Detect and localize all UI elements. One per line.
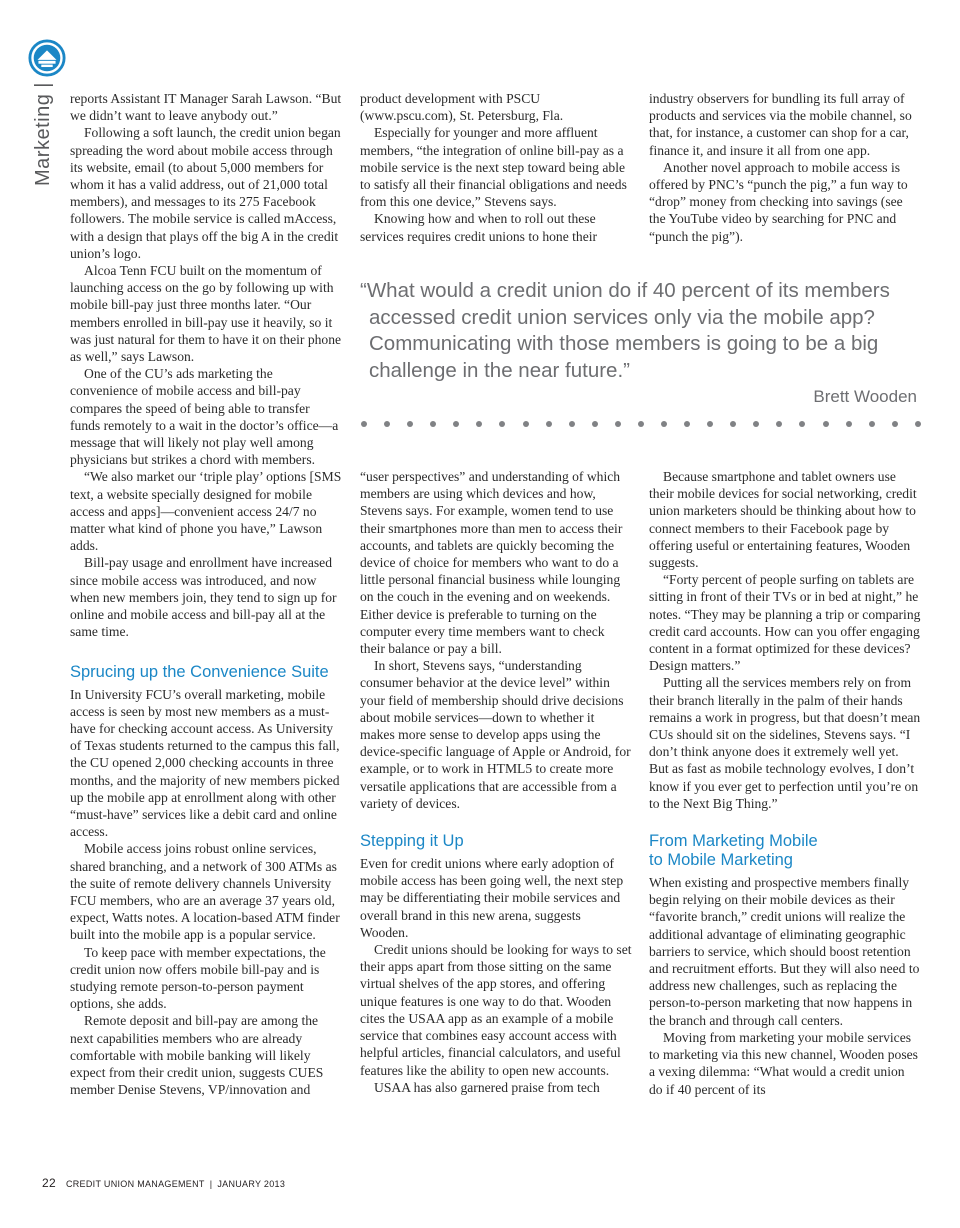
divider-dot bbox=[869, 421, 875, 427]
section-label-separator: | bbox=[32, 81, 54, 88]
divider-dot bbox=[523, 421, 529, 427]
col1-paragraph: Bill-pay usage and enrollment have increased since mobile access was introduced, and now when new members join, they tend to sign up for online and mobile access and bill-pay all at the same time. bbox=[70, 555, 337, 640]
section-heading-stepping-it-up: Stepping it Up bbox=[360, 832, 464, 851]
divider-dot bbox=[476, 421, 482, 427]
col3-paragraph: Putting all the services members rely on from their branch literally in the palm of their hands remains a work in progress, but that doesn’t mean CUs should sit on the sidelines, Stevens says. “I don’t think anyone does it extremely well yet. But as fast as mobile technology evolves, I don’t know if you ever get to perfection until you’re on to the Next Big Thing.” bbox=[649, 675, 921, 811]
col1-paragraph: In University FCU’s overall marketing, mobile access is seen by most new members as a must-have for checking account access. As University of Texas students returned to the campus this fall, the CU opened 2,000 checking accounts in three months, and the majority of new members picked up the mobile app at enrollment along with other “must-have” services like a debit card and online access. bbox=[70, 686, 340, 840]
section-heading-convenience-suite: Sprucing up the Convenience Suite bbox=[70, 662, 329, 681]
divider-dot bbox=[661, 421, 667, 427]
publication-name: CREDIT UNION MANAGEMENT bbox=[65, 1179, 205, 1189]
page-footer bbox=[42, 1176, 285, 1190]
divider-dot bbox=[615, 421, 621, 427]
col1-paragraph: One of the CU’s ads marketing the convenience of mobile access and bill-pay compares the speed of being able to transfer funds remotely to a wait in the doctor’s office—a message that will likely not play well among physicians but strikes a chord with members. bbox=[70, 366, 339, 468]
divider-dot bbox=[430, 421, 436, 427]
col3-paragraph: Another novel approach to mobile access is offered by PNC’s “punch the pig,” a fun way to “drop” money from checking into savings (see the YouTube video by searching for PNC and “punch the pig”). bbox=[649, 159, 908, 244]
footer-separator: | bbox=[209, 1179, 213, 1189]
pull-quote: “What would a credit union do if 40 percent of its members accessed credit union services only via the mobile app? Communicating with those members is going to be a big challenge in the near future.” bbox=[360, 279, 890, 382]
col3-paragraph: industry observers for bundling its full array of products and services via the mobile channel, so that, for instance, a customer can shop for a car, finance it, and insure it all from one app. bbox=[649, 91, 912, 158]
divider-dot bbox=[707, 421, 713, 427]
col2-paragraph: Knowing how and when to roll out these services requires credit unions to hone their bbox=[360, 211, 598, 244]
col3-paragraph: Because smartphone and tablet owners use their mobile devices for social networking, credit union marketers should be thinking about how to connect members to their Facebook page by offering useful or entertaining features, Wooden suggests. bbox=[649, 469, 917, 571]
pull-quote-attribution: Brett Wooden bbox=[813, 387, 917, 406]
col2-paragraph: product development with PSCU (www.pscu.com), St. Petersburg, Fla. bbox=[360, 91, 564, 124]
dotted-divider bbox=[361, 418, 921, 430]
heading-line-2: to Mobile Marketing bbox=[649, 851, 793, 870]
col2-paragraph: “user perspectives” and understanding of which members are using which devices and how, Stevens says. For example, women tend to use their smartphones more than men to access their accounts, and tablets are quickly becoming the device of choice for members who want to do a little personal financial business while lounging on the couch in the evening and on weekends. Either device is preferable to turning on the computer every time members want to check their balance or pay a bill. bbox=[360, 469, 623, 657]
col1-paragraph: Alcoa Tenn FCU built on the momentum of launching access on the go by following up with mobile bill-pay just three months later. “Our members enrolled in bill-pay use it heavily, so it was just natural for them to have it on their phone as well,” says Lawson. bbox=[70, 263, 342, 365]
divider-dot bbox=[569, 421, 575, 427]
col3-paragraph: When existing and prospective members finally begin relying on their mobile devices as their “favorite branch,” credit unions will realize the additional advantage of eliminating geographic barriers to service, which should boost retention and recruitment efforts. But they will also need to address new challenges, such as replacing the person-to-person marketing that now happens in the branch and through call centers. bbox=[649, 875, 920, 1028]
column-3-top bbox=[649, 90, 921, 245]
col2-paragraph: USAA has also garnered praise from tech bbox=[374, 1079, 600, 1095]
divider-dot bbox=[499, 421, 505, 427]
divider-dot bbox=[407, 421, 413, 427]
divider-dot bbox=[776, 421, 782, 427]
divider-dot bbox=[453, 421, 459, 427]
divider-dot bbox=[799, 421, 805, 427]
col1-paragraph: Remote deposit and bill-pay are among the next capabilities members who are already comfortable with mobile banking will likely expect from their credit union, suggests CUES member Denise Stevens, VP/innovation and bbox=[70, 1013, 324, 1098]
column-1 bbox=[70, 90, 342, 1098]
divider-dot bbox=[915, 421, 921, 427]
divider-dot bbox=[684, 421, 690, 427]
divider-dot bbox=[892, 421, 898, 427]
divider-dot bbox=[823, 421, 829, 427]
divider-dot bbox=[638, 421, 644, 427]
divider-dot bbox=[730, 421, 736, 427]
col2-paragraph: In short, Stevens says, “understanding consumer behavior at the device level” within your field of membership should drive decisions about mobile services—down to whether it makes more sense to develop apps using the device-specific language of Apple or Android, for example, or to work in HTML5 to create more versatile applications that are accessible from a variety of devices. bbox=[360, 658, 631, 811]
section-label bbox=[32, 56, 55, 186]
column-2-top bbox=[360, 90, 632, 245]
issue-date: JANUARY 2013 bbox=[217, 1179, 286, 1189]
column-2-bottom bbox=[360, 468, 632, 1096]
divider-dot bbox=[846, 421, 852, 427]
col2-paragraph: Even for credit unions where early adoption of mobile access has been going well, the next step may be differentiating their mobile services and overall brand in this new arena, suggests Wooden. bbox=[360, 856, 624, 940]
col1-paragraph: “We also market our ‘triple play’ options [SMS text, a website specially designed for mobile access and apps]—convenient access 24/7 no matter what kind of phone you have,” Lawson adds. bbox=[70, 469, 342, 554]
col3-paragraph: Moving from marketing your mobile services to marketing via this new channel, Wooden poses a vexing dilemma: “What would a credit union do if 40 percent of its bbox=[649, 1029, 918, 1097]
section-heading-mobile-marketing bbox=[649, 832, 921, 870]
col1-paragraph: To keep pace with member expectations, the credit union now offers mobile bill-pay and is studying remote person-to-person payment options, she adds. bbox=[70, 944, 326, 1012]
divider-dot bbox=[753, 421, 759, 427]
col1-paragraph: Following a soft launch, the credit union began spreading the word about mobile access through its website, email (to about 5,000 members for whom it has a valid address, out of 21,000 total members), and messages to its 275 Facebook followers. The mobile service is called mAccess, with a design that plays off the big A in the credit union’s logo. bbox=[70, 125, 341, 261]
divider-dot bbox=[592, 421, 598, 427]
divider-dot bbox=[384, 421, 390, 427]
heading-line-1: From Marketing Mobile bbox=[649, 832, 818, 851]
col1-paragraph: Mobile access joins robust online services, shared branching, and a network of 300 ATMs as the suite of remote delivery channels University FCU members, who are an average 37 years old, expect, Watts notes. A location-based ATM finder built into the mobile app is a popular service. bbox=[70, 841, 340, 943]
col3-paragraph: “Forty percent of people surfing on tablets are sitting in front of their TVs or in bed at night,” he notes. “They may be planning a trip or comparing credit card accounts. How can you offer engaging content in a format optimized for these devices? Design matters.” bbox=[649, 572, 921, 674]
column-3-bottom bbox=[649, 468, 921, 1098]
divider-dot bbox=[361, 421, 367, 427]
col2-paragraph: Especially for younger and more affluent members, “the integration of online bill-pay as a mobile service is the next step toward being able to satisfy all their financial obligations and needs from this one device,” Stevens says. bbox=[360, 125, 627, 210]
divider-dot bbox=[546, 421, 552, 427]
col2-paragraph: Credit unions should be looking for ways to set their apps apart from those sitting on the same virtual shelves of the app stores, and offering unique features is one way to do that. Wooden cites the USAA app as an example of a mobile service that combines easy account access with helpful articles, financial calculators, and useful features like the ability to open new accounts. bbox=[360, 942, 632, 1078]
section-label-text: Marketing bbox=[32, 93, 54, 186]
col1-paragraph: reports Assistant IT Manager Sarah Lawson. “But we didn’t want to leave anybody out.” bbox=[70, 91, 342, 124]
page-number: 22 bbox=[42, 1176, 56, 1190]
